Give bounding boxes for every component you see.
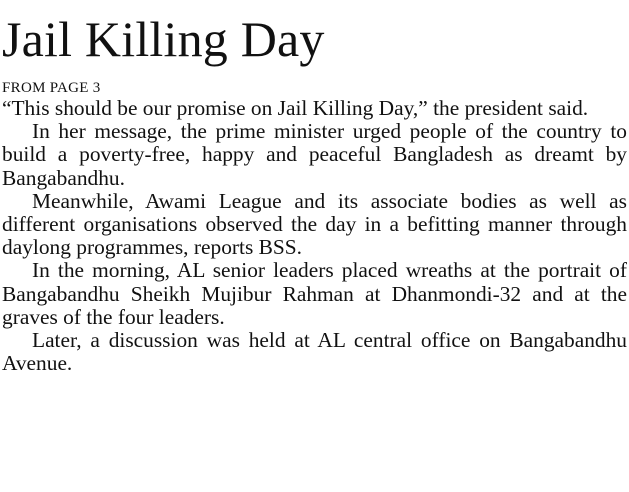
continued-from-label: FROM PAGE 3 [2, 80, 101, 96]
body-paragraph: In her message, the prime minister urged people of the country to build a poverty-free, happy and peaceful Bangladesh as dreamt by Bangabandhu. [2, 119, 627, 190]
body-paragraph: “This should be our promise on Jail Killing Day,” the president said. [2, 96, 589, 120]
news-article [2, 0, 627, 375]
body-paragraph: Meanwhile, Awami League and its associate bodies as well as different organisations observed the day in a befitting manner through daylong programmes, reports BSS. [2, 188, 627, 260]
body-paragraph: In the morning, AL senior leaders placed wreaths at the portrait of Bangabandhu Sheikh Mujibur Rahman at Dhanmondi-32 and at the graves of the four leaders. [2, 258, 627, 329]
body-paragraph: Later, a discussion was held at AL central office on Bangabandhu Avenue. [2, 328, 627, 376]
headline: Jail Killing Day [2, 11, 325, 67]
